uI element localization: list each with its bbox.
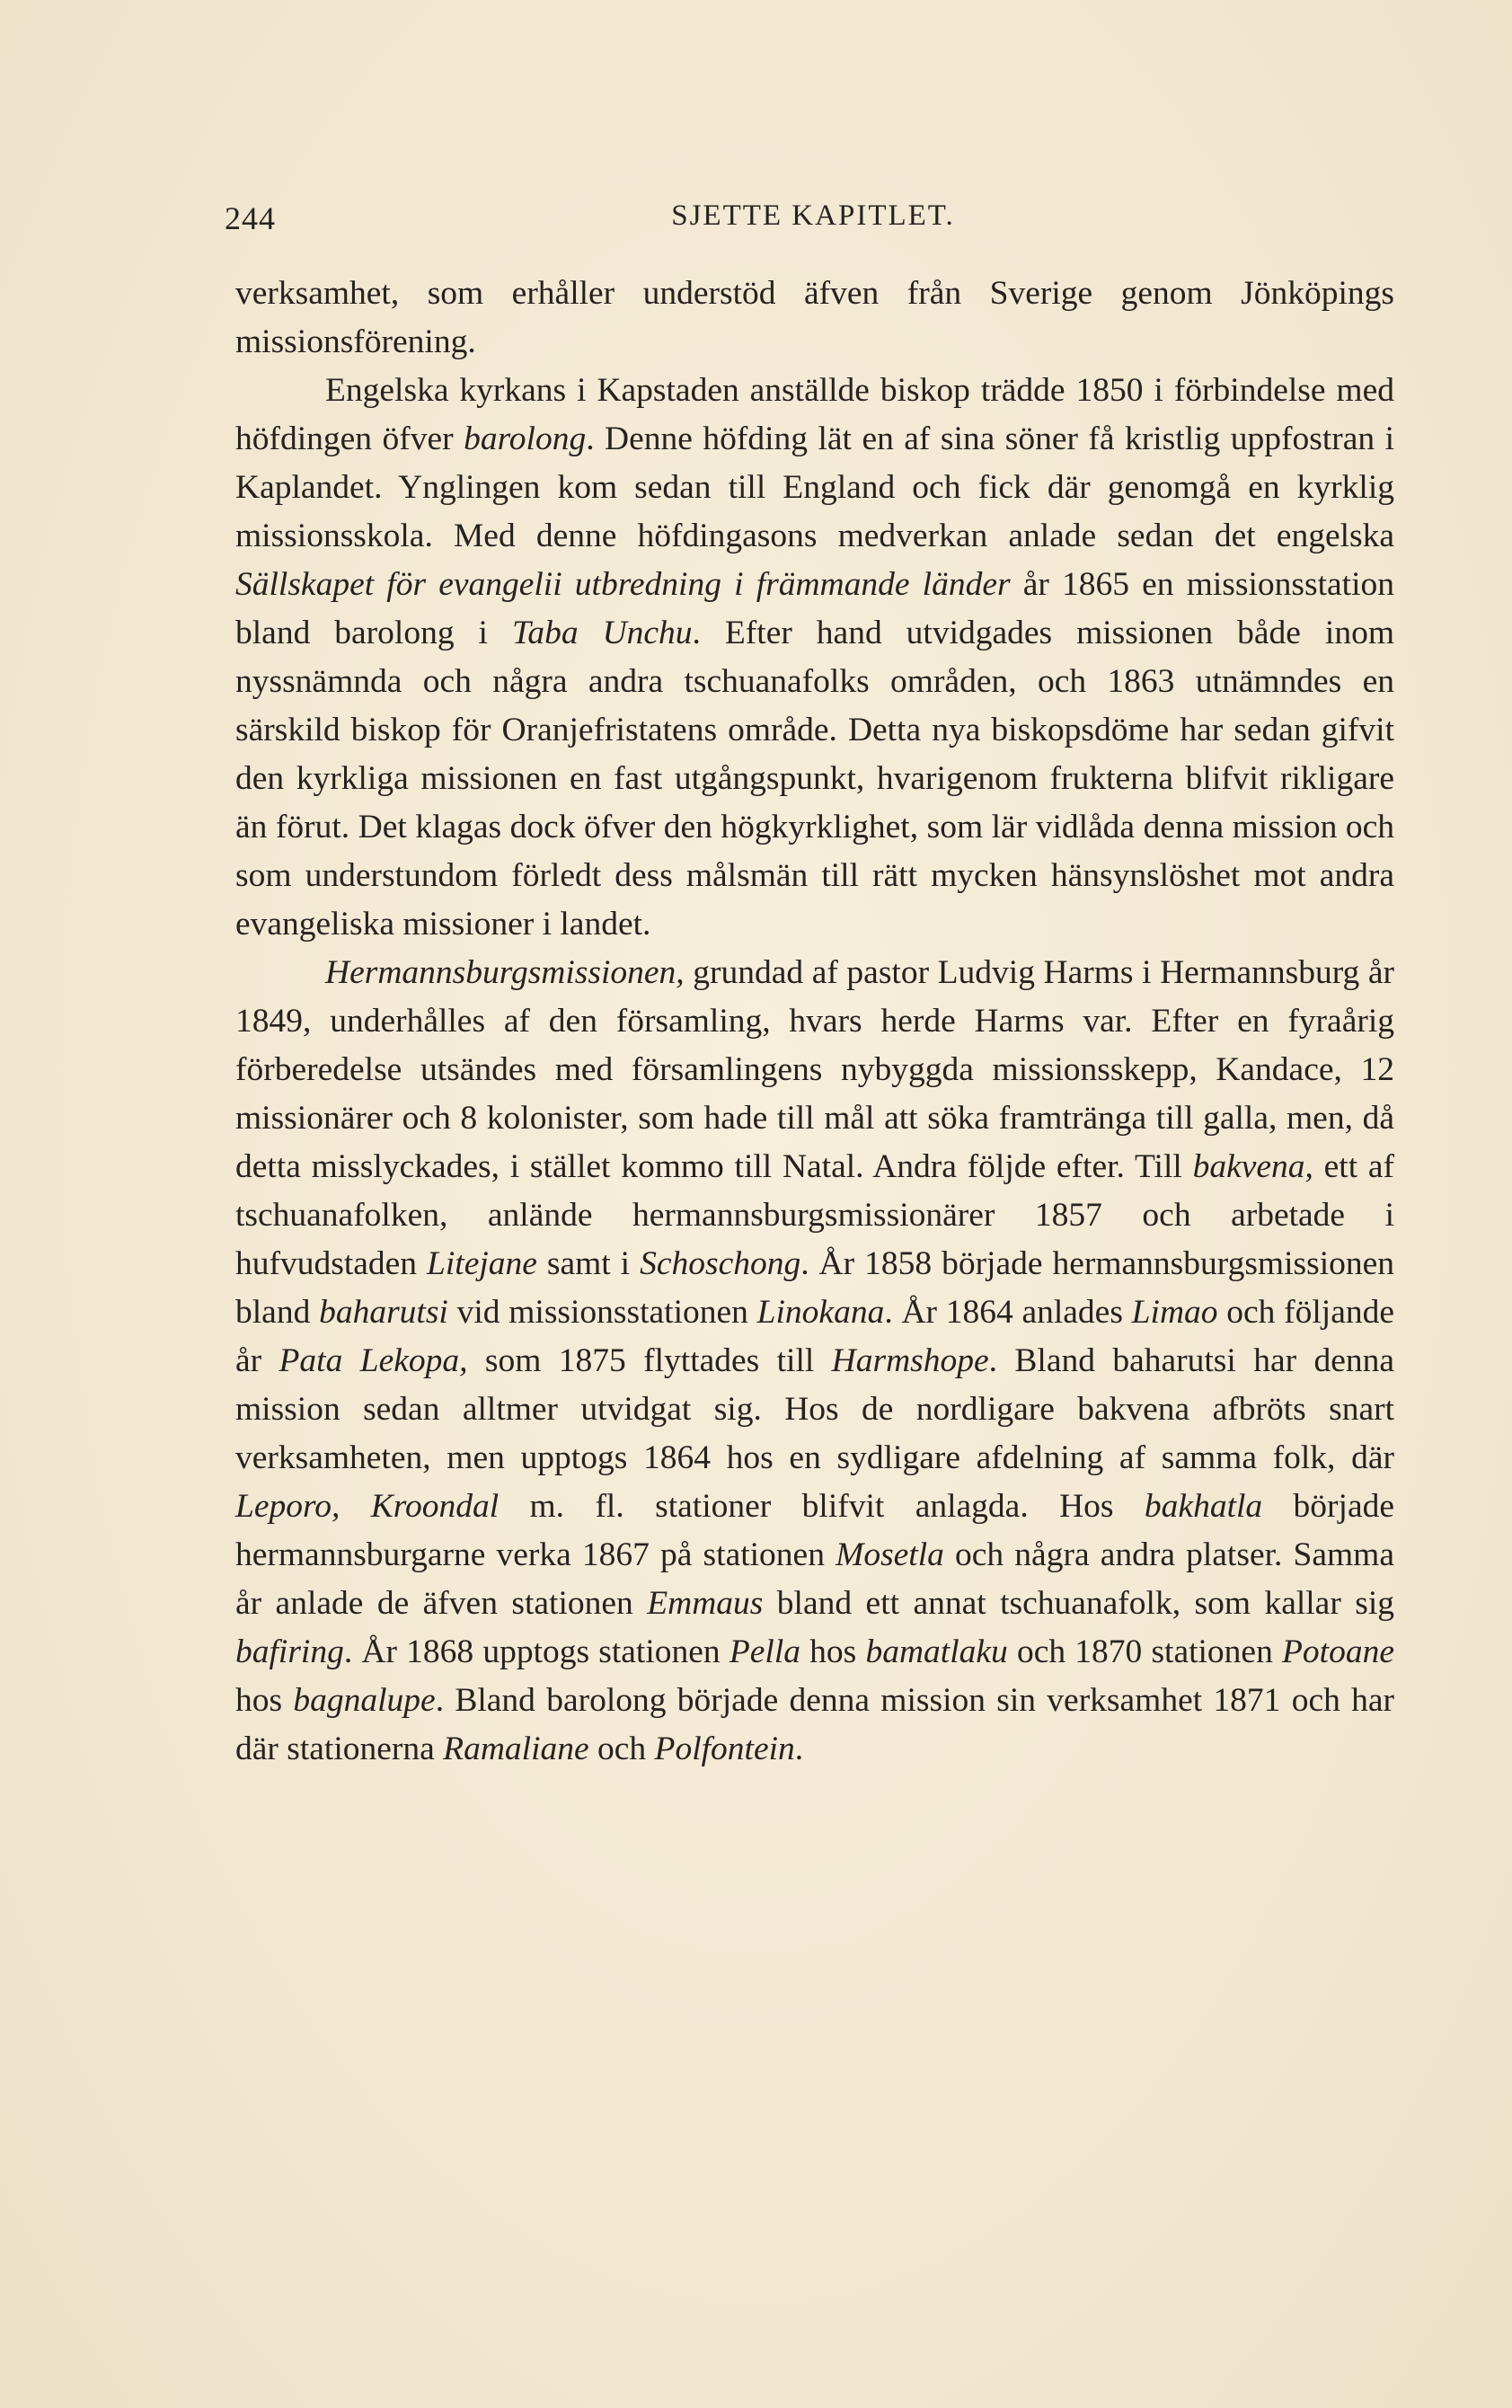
text-run: år 1865 en missionsstation bland barolong i [235, 566, 1394, 651]
text-run: vid missionsstationen [447, 1294, 757, 1331]
body-text [235, 270, 1394, 1774]
text-run: hos [235, 1682, 294, 1719]
page-header [225, 199, 1401, 253]
italic-text-run: bakvena, [1192, 1148, 1313, 1185]
italic-text-run: Schoschong [640, 1245, 801, 1282]
italic-text-run: Emmaus [647, 1585, 764, 1622]
italic-text-run: Harmshope [831, 1342, 989, 1379]
italic-text-run: Potoane [1282, 1633, 1394, 1670]
italic-text-run: Pata Lekopa, [279, 1342, 468, 1379]
paragraph [235, 949, 1394, 1774]
text-run: . Denne höfding lät en af sina söner få kristlig uppfostran i Kaplandet. Ynglingen kom sedan till England och fick där genomgå en kyrklig missionsskola. Med denne höfdingasons medverkan anlade sedan det engelska [235, 421, 1394, 554]
text-run: . Bland barolong började denna mission sin verksamhet 1871 och har där stationerna [235, 1682, 1394, 1767]
italic-text-run: Taba Unchu [511, 615, 693, 651]
text-run: . Bland baharutsi har denna mission sedan alltmer utvidgat sig. Hos de nordligare bakvena afbröts snart verksamheten, men upptogs 1864 hos en sydligare afdelning af samma folk, där [235, 1342, 1394, 1476]
paragraph [235, 367, 1394, 949]
italic-text-run: Leporo, Kroondal [235, 1488, 500, 1525]
italic-text-run: Polfontein [654, 1731, 795, 1767]
text-run: . År 1858 började hermannsburgsmissionen bland [235, 1245, 1395, 1331]
italic-text-run: baharutsi [319, 1294, 448, 1331]
text-run: grundad af pastor Ludvig Harms i Hermannsburg år 1849, underhålles af den församling, hvars herde Harms var. Efter en fyraårig förberedelse utsändes med församlingens nybyggda missionsskepp, Kandace, 12 missionärer och 8 kolonister, som hade till mål att söka framtränga till galla, men, då detta misslyckades, i stället kommo till Natal. Andra följde efter. Till [235, 954, 1394, 1185]
italic-text-run: barolong [464, 421, 587, 457]
text-run: och 1870 stationen [1007, 1633, 1283, 1670]
text-run: och följande år [235, 1294, 1395, 1379]
text-run: och [588, 1731, 655, 1767]
italic-text-run: Mosetla [836, 1536, 944, 1573]
text-run: . Efter hand utvidgades missionen både inom nyssnämnda och några andra tschuanafolks områden, och 1863 utnämndes en särskild biskop för Oranjefristatens område. Detta nya biskopsdöme har sedan gifvit den kyrkliga missionen en fast utgångspunkt, hvarigenom frukterna blifvit rikligare än förut. Det klagas dock öfver den högkyrklighet, som lär vidlåda denna mission och som understundom förledt dess målsmän till rätt mycken hänsynslöshet mot andra evangeliska missioner i landet. [235, 615, 1394, 943]
text-run: som 1875 flyttades till [467, 1342, 832, 1379]
italic-text-run: Linokana [756, 1294, 885, 1331]
italic-text-run: Sällskapet för evangelii utbredning i främmande länder [235, 566, 1011, 603]
italic-text-run: bafiring [235, 1633, 344, 1670]
text-run: verksamhet, som erhåller understöd äfven från Sverige genom Jönköpings missionsförening. [235, 275, 1394, 360]
text-run: m. fl. stationer blifvit anlagda. Hos [499, 1488, 1145, 1525]
running-head: SJETTE KAPITLET. [671, 199, 955, 232]
text-run: och några andra platser. Samma år anlade de äfven stationen [235, 1536, 1394, 1622]
text-run: började hermannsburgarne verka 1867 på stationen [235, 1488, 1394, 1573]
italic-text-run: Limao [1131, 1294, 1218, 1331]
italic-text-run: Hermannsburgsmissionen, [325, 954, 685, 991]
italic-text-run: Ramaliane [443, 1731, 589, 1767]
italic-text-run: bakhatla [1144, 1488, 1263, 1525]
text-run: . [794, 1731, 804, 1767]
text-run: hos [800, 1633, 866, 1670]
italic-text-run: Litejane [427, 1245, 537, 1282]
text-run: bland ett annat tschuanafolk, som kallar sig [763, 1585, 1394, 1622]
italic-text-run: Pella [729, 1633, 800, 1670]
text-run: samt i [536, 1245, 641, 1282]
page-number: 244 [225, 200, 276, 236]
text-run: ett af tschuanafolken, anlände hermannsburgsmissionärer 1857 och arbetade i hufvudstaden [235, 1148, 1394, 1282]
text-run: Engelska kyrkans i Kapstaden anställde biskop trädde 1850 i förbindelse med höfdingen öfver [235, 372, 1394, 457]
paragraph [235, 270, 1394, 367]
text-run: . År 1864 anlades [884, 1294, 1132, 1331]
italic-text-run: bamatlaku [865, 1633, 1008, 1670]
text-run: . År 1868 upptogs stationen [343, 1633, 729, 1670]
italic-text-run: bagnalupe [293, 1682, 436, 1719]
